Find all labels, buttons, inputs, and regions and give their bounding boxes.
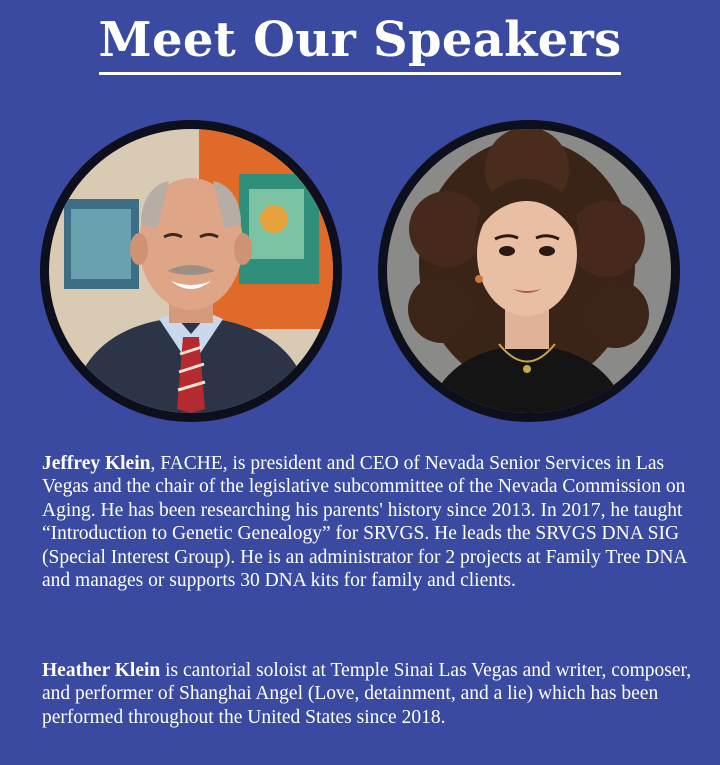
speaker-name-heather-klein: Heather Klein bbox=[42, 660, 161, 681]
page-title: Meet Our Speakers bbox=[99, 10, 622, 75]
speaker-photo-heather-klein bbox=[378, 120, 680, 422]
header bbox=[0, 10, 720, 75]
speaker-bio-heather-klein bbox=[42, 659, 692, 729]
speaker-bio-text: is cantorial soloist at Temple Sinai Las Vegas and writer, composer, and performer of Shanghai Angel (Love, detainment, and a lie) which has been performed throughout the United States since 2018. bbox=[42, 660, 692, 728]
portrait-woman-illustration bbox=[387, 129, 671, 413]
speaker-bio-jeffrey-klein bbox=[42, 452, 692, 592]
portrait-man-illustration bbox=[49, 129, 333, 413]
speaker-name-jeffrey-klein: Jeffrey Klein bbox=[42, 453, 151, 474]
speaker-bio-text: , FACHE, is president and CEO of Nevada Senior Services in Las Vegas and the chair of the legislative subcommittee of the Nevada Commission on Aging. He has been researching his parents' history since 2013. In 2017, he taught “Introduction to Genetic Genealogy” for SRVGS. He leads the SRVGS DNA SIG (Special Interest Group). He is an administrator for 2 projects at Family Tree DNA and manages or supports 30 DNA kits for family and clients. bbox=[42, 453, 687, 592]
speaker-photo-jeffrey-klein bbox=[40, 120, 342, 422]
